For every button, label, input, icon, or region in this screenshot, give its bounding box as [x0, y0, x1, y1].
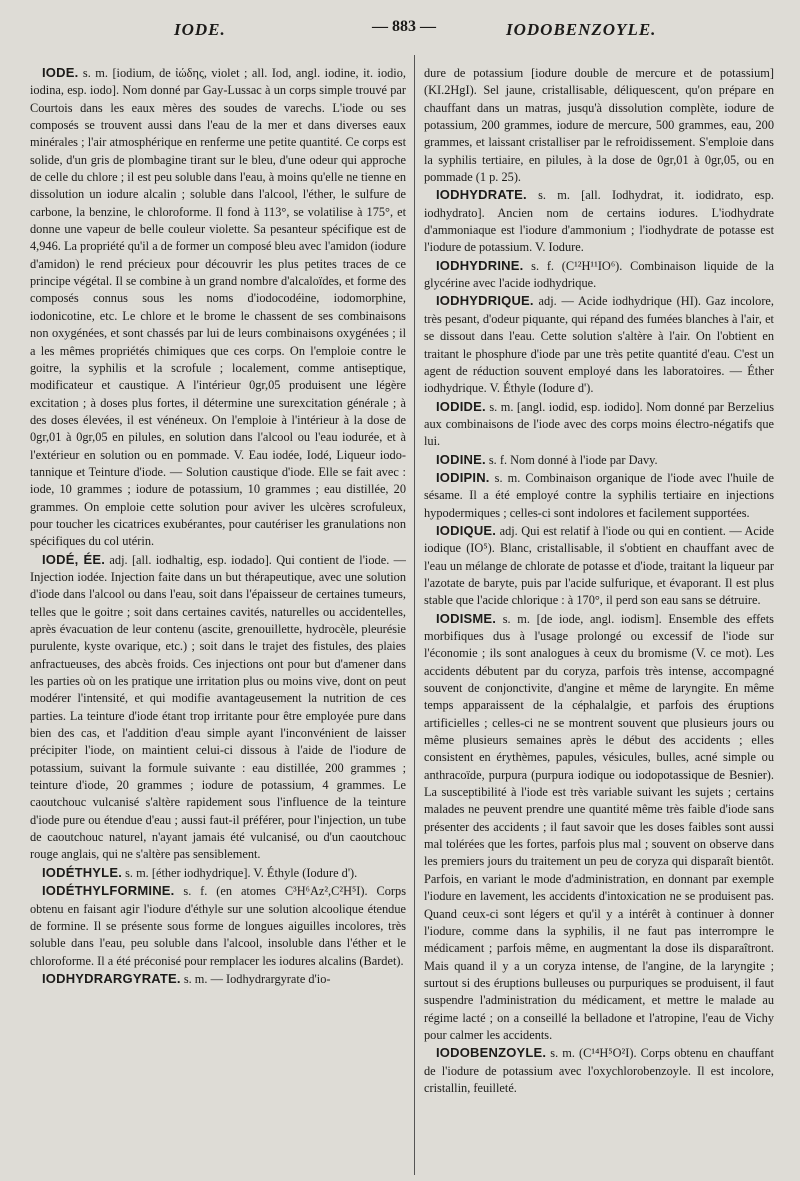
entry-iode-ee [30, 551, 406, 864]
headword: IODHYDRATE. [436, 187, 527, 203]
headword: IODOBENZOYLE. [436, 1045, 547, 1061]
definition: adj. Qui est relatif à l'iode ou qui en contient. — Acide iodique (IO⁵). Blanc, cristallisable, il s'obtient en chauffant avec de l'eau un mélange de chlorate de potasse et d'iode, traitant la liqueur par l'azotate de baryte, puis par l'acide sulfurique, et évaporant. Il est plus stable que l'acide chlorique : à 170°, il perd son eau sans se détruire. [424, 523, 774, 608]
headword: IODISME. [436, 610, 497, 626]
entry-iodisme [424, 610, 774, 1045]
headword: IODE. [42, 65, 79, 80]
entry-iodhydrate [424, 186, 774, 256]
entry-iodhydrine [424, 257, 774, 293]
entry-iodine [424, 451, 774, 469]
definition: s. m. Combinaison organique de l'iode avec l'huile de sésame. Il a été employé contre la syphilis tertiaire en injections hypodermiques ; celles-ci sont indolores et facilement supportées. [424, 470, 774, 520]
right-column [424, 64, 774, 1176]
definition: s. m. [iodium, de ἰώδης, violet ; all. Iod, angl. iodine, it. iodio, iodina, esp. iodo]. Nom donné par Gay-Lussac à un corps simple trouvé par Courtois dans les eaux mères des soudes de varechs. L'iode ou ses composés se trouvent aussi dans l'eau de la mer et dans diverses eaux minérales ; l'air atmosphérique en renferme une petite quantité. Ce corps est solide, d'un gris de plombagine tirant sur le bleu, d'une odeur qui approche de celle du chlore ; il est peu soluble dans l'eau, à moins qu'elle ne tienne en dissolution un iodure alcalin ; soluble dans l'alcool, l'éther, le sulfure de carbone, la benzine, le chloroforme. Il fond à 113°, se volatilise à 175°, et donne une vapeur de belle couleur violette. Sa pesanteur spécifique est de 4,946. La propriété qu'il a de former un composé bleu avec l'amidon (iodure d'amidon) le rend précieux pour découvrir les plus petites traces de ce principe végétal. Il se combine à un grand nombre d'alcaloïdes, et forme des composés connus sous les noms d'iodocodéine, iodomorphine, iodonicotine, etc. Le chlore et le brome le chassent de ses combinaisons non oxygénées, et sont chassés par lui de leurs combinaisons oxygénées ; il a les mêmes propriétés chimiques que ces corps. On l'emploie contre le goitre, la syphilis et la scrofule ; localement, comme antiseptique, modificateur et caustique. A l'intérieur 0gr,05 produisent une légère excitation ; à doses plus fortes, il détermine une surexcitation générale ; à des doses élevées, il est vénéneux. On l'emploie à l'intérieur à la dose de 0gr,01 à 0gr,05 en pilules, en solution dans l'alcool ou l'eau iodurée, et à l'extérieur en solution ou en pommade. V. Eau iodée, Iodé, Liqueur iodo-tannique et Teinture d'iode. — Solution caustique d'iode. Elle se fait avec : iode, 10 grammes ; iodure de potassium, 10 grammes ; eau distillée, 20 grammes. On emploie cette solution pour aviver les ulcères scrofuleux, pour toucher les cicatrices exubérantes, pour cautériser les granulations non spécifiques du col utérin. [30, 66, 406, 549]
definition: s. f. Nom donné à l'iode par Davy. [485, 452, 658, 467]
header-right-title: IODOBENZOYLE. [506, 20, 657, 39]
entry-iodhydrique [424, 292, 774, 397]
entry-iodobenzoyle [424, 1044, 774, 1097]
definition: s. f. (C¹²H¹¹IO⁶). Combinaison liquide de la glycérine avec l'acide iodhydrique. [424, 258, 774, 291]
definition: s. m. (C¹⁴H⁵O²I). Corps obtenu en chauffant de l'iodure de potassium avec l'oxychlorobenzoyle. Il est incolore, cristallin, feuilleté. [424, 1046, 774, 1095]
definition: dure de potassium [iodure double de mercure et de potassium] (KI.2HgI). Sel jaune, cristallisable, déliquescent, qu'on prépare en chauffant dans un matras, jusqu'à dissolution complète, iodure de potassium, 200 grammes, iodure de mercure, 500 grammes, eau, 200 grammes, et laissant cristalliser par le refroidissement. S'emploie dans la syphilis tertiaire, en pilules, à la dose de 0gr,01 à 0gr,05, ou en pommade (1 p. 25). [424, 66, 774, 185]
entry-iodide [424, 398, 774, 451]
headword: IODIQUE. [436, 522, 497, 538]
headword: IODHYDRARGYRATE. [42, 970, 181, 986]
headword: IODINE. [436, 451, 486, 467]
entry-iode [30, 64, 406, 551]
definition: s. f. (en atomes C³H⁶Az²,C²H⁵I). Corps obtenu en faisant agir l'iodure d'éthyle sur une solution alcoolique étendue de formine. Il se présente sous forme de longues aiguilles incolores, très soluble dans l'eau, peu soluble dans l'alcool, insoluble dans l'éther et le chloroforme. Il a été préconisé pour remplacer les iodures alcalins (Bardet). [30, 884, 406, 968]
headword: IODIPIN. [436, 469, 490, 485]
entry-continuation [424, 64, 774, 186]
left-column [30, 64, 406, 1176]
headword: IODÉ, ÉE. [42, 551, 106, 567]
entry-iodipin [424, 469, 774, 522]
definition: s. m. [angl. iodid, esp. iodido]. Nom donné par Berzelius aux combinaisons de l'iode avec des corps moins électro-négatifs que lui. [424, 399, 774, 449]
headword: IODÉTHYLFORMINE. [42, 883, 175, 899]
entry-iodethyle [30, 864, 406, 882]
entry-iodethylformine [30, 882, 406, 970]
entry-iodhydrargyrate [30, 970, 406, 988]
column-divider [414, 55, 415, 1175]
page-number: — 883 — [372, 18, 436, 35]
headword: IODHYDRINE. [436, 257, 524, 273]
headword: IODÉTHYLE. [42, 864, 123, 880]
definition: adj. [all. iodhaltig, esp. iodado]. Qui contient de l'iode. — Injection iodée. Injection faite dans un but thérapeutique, avec une solution d'iode dans l'alcool ou dans l'eau, soit dans l'épaisseur de certaines tumeurs, telles que le goitre ; soit dans certaines cavités, naturelles ou accidentelles, après évacuation de leur contenu (ascite, grenouillette, hydrocèle, pleurésie purulente, kyste ovarique, etc.) ; soit dans le trajet des fistules, des plaies anfractueuses, des abcès froids. Ces injections ont pour but d'amener dans les parties où on les pratique une irritation plus ou moins vive, dont on peut modérer l'intensité, et qui modifie avantageusement la nutrition de ces parties. La teinture d'iode étant trop irritante pour être employée pure dans bien des cas, et l'addition d'eau simple ayant l'inconvénient de laisser précipiter l'iode, on maintient celui-ci dissous à l'aide de l'iodure de potassium, suivant la formule suivante : eau distillée, 200 grammes ; teinture d'iode, 20 grammes ; iodure de potassium, 4 grammes. Le caoutchouc vulcanisé s'altère rapidement sous l'influence de la teinture d'iode pure ou étendue d'eau ; aussi faut-il préférer, pour l'injection, un tube de caoutchouc naturel, n'ayant jamais été vulcanisé, ou d'un caoutchouc rouge anglais, qui ne s'altère pas sensiblement. [30, 552, 406, 862]
definition: s. m. [éther iodhydrique]. V. Éthyle (Iodure d'). [122, 865, 358, 880]
definition: s. m. [all. Iodhydrat, it. iodidrato, esp. iodhydrato]. Ancien nom de certains iodures. L'iodhydrate d'ammoniaque est l'iodure d'ammonium ; l'iodhydrate de potasse est l'iodure de potassium. V. Iodure. [424, 188, 774, 255]
definition: s. m. — Iodhydrargyrate d'io- [180, 971, 331, 986]
running-header [0, 12, 800, 42]
header-left-title: IODE. [174, 20, 226, 39]
definition: adj. — Acide iodhydrique (HI). Gaz incolore, très pesant, d'odeur piquante, qui répand des fumées blanches à l'air, et se dissout dans l'eau. Cette solution s'altère à l'air. On l'obtient en traitant le phosphure d'iode par une très petite quantité d'eau. C'est un agent de réduction souvent employé dans les laboratoires. — Éther iodhydrique. V. Éthyle (Iodure d'). [424, 294, 774, 396]
headword: IODIDE. [436, 398, 486, 414]
definition: s. m. [de iode, angl. iodism]. Ensemble des effets morbifiques dus à l'usage prolongé ou excessif de l'iode sur l'économie ; ils sont analogues à ceux du bromisme (V. ce mot). Les accidents débutent par du coryza, parfois très intense, accompagné souvent de conjonctivite, d'angine et même de laryngite. En même temps apparaissent de la céphalalgie, et parfois des éruptions artificielles ; celles-ci ne se montrent souvent que plusieurs jours ou même plusieurs semaines après le début des accidents ; elles consistent en érythèmes, papules, vésicules, bulles, acné simple ou anthracoïde, purpura (purpura iodique ou iodopotassique de Besnier). La susceptibilité à l'iode est très variable suivant les sujets ; certains malades ne peuvent prendre une quantité même très faible d'iode sans présenter des accidents ; il faut savoir que les doses faibles sont aussi mal tolérées que les fortes, parfois plus mal ; souvent on observe dans les premiers jours du traitement un peu de coryza qui disparaît bientôt. Parfois, en variant le mode d'administration, en donnant par exemple l'iodure en lavement, les accidents d'intoxication ne se produisent pas. Quand ceux-ci sont légers et qu'il y a intérêt à continuer à donner l'iodure, comme dans la syphilis, il ne faut pas interrompre le médicament ; parfois même, en augmentant la dose ils disparaîtront. Mais quand il y a un coryza intense, de l'angine, de la laryngite ; surtout si des éruptions bulleuses ou purpuriques se produisent, il faut suspendre l'administration du médicament, et mettre le malade au régime lacté ; on a conseillé la belladone et l'atropine, l'eau de Vichy pour calmer les accidents. [424, 611, 774, 1042]
entry-iodique [424, 522, 774, 610]
headword: IODHYDRIQUE. [436, 293, 534, 309]
